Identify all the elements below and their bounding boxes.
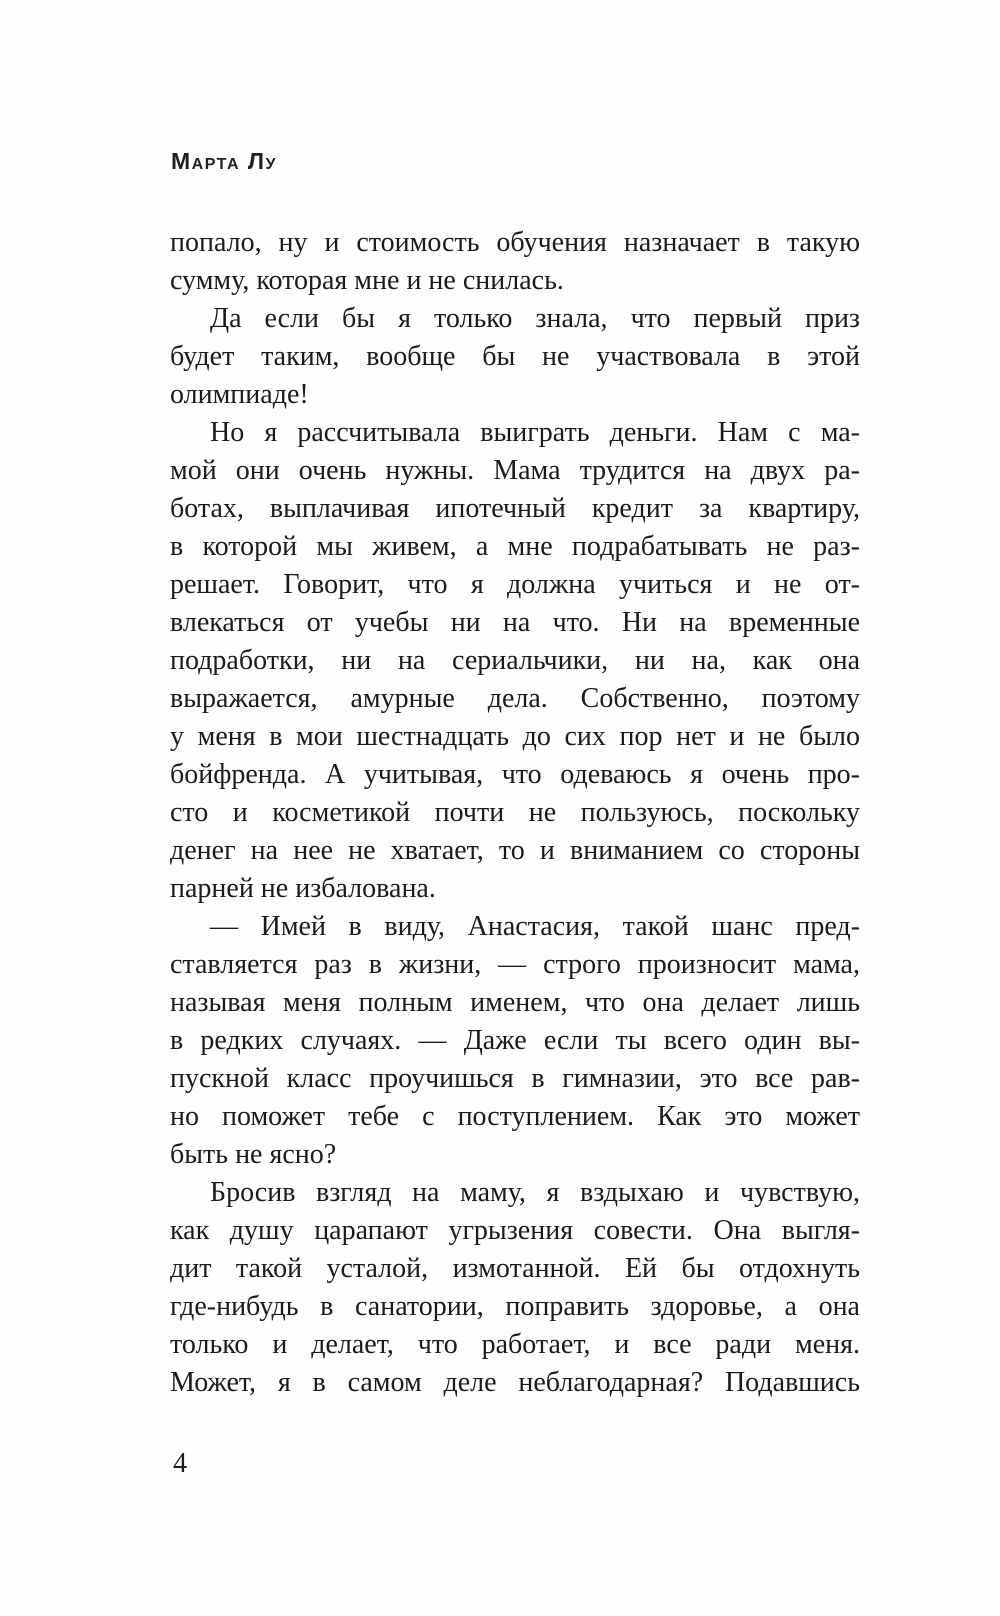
paragraph — [170, 414, 860, 908]
text-line: решает. Говорит, что я должна учиться и не от- — [170, 569, 860, 600]
text-line: где-нибудь в санатории, поправить здоровье, а она — [170, 1291, 860, 1322]
text-line: будет таким, вообще бы не участвовала в этой — [170, 341, 860, 372]
text-line: подработки, ни на сериальчики, ни на, как она — [170, 645, 860, 676]
text-line: — Имей в виду, Анастасия, такой шанс пред- — [210, 911, 860, 942]
text-line: Может, я в самом деле неблагодарная? Подавшись — [170, 1367, 860, 1398]
text-line: только и делает, что работает, и все ради меня. — [170, 1329, 860, 1360]
text-line: влекаться от учебы ни на что. Ни на временные — [170, 607, 860, 638]
text-line: у меня в мои шестнадцать до сих пор нет и не было — [170, 721, 860, 752]
text-line: мой они очень нужны. Мама трудится на двух ра- — [170, 455, 860, 486]
text-line: парней не избалована. — [170, 873, 436, 904]
text-line: в которой мы живем, а мне подрабатывать не раз- — [170, 531, 860, 562]
text-block — [170, 224, 860, 1402]
text-line: называя меня полным именем, что она делает лишь — [170, 987, 860, 1018]
text-line: дит такой усталой, измотанной. Ей бы отдохнуть — [170, 1253, 860, 1284]
text-line: но поможет тебе с поступлением. Как это может — [170, 1101, 860, 1132]
text-line: сумму, которая мне и не снилась. — [170, 265, 564, 296]
text-line: бойфренда. А учитывая, что одеваюсь я очень про- — [170, 759, 860, 790]
text-line: Но я рассчитывала выиграть деньги. Нам с ма- — [210, 417, 860, 448]
paragraph — [170, 300, 860, 414]
paragraph — [170, 908, 860, 1174]
text-line: как душу царапают угрызения совести. Она выгля- — [170, 1215, 860, 1246]
text-line: быть не ясно? — [170, 1139, 337, 1170]
text-line: попало, ну и стоимость обучения назначает в такую — [170, 227, 860, 258]
text-line: выражается, амурные дела. Собственно, поэтому — [170, 683, 860, 714]
text-line: ботах, выплачивая ипотечный кредит за квартиру, — [170, 493, 860, 524]
paragraph — [170, 1174, 860, 1402]
text-line: Бросив взгляд на маму, я вздыхаю и чувствую, — [210, 1177, 860, 1208]
text-line: денег на нее не хватает, то и вниманием со стороны — [170, 835, 860, 866]
text-line: олимпиаде! — [170, 379, 309, 410]
text-line: сто и косметикой почти не пользуюсь, поскольку — [170, 797, 860, 828]
running-header: Марта Лу — [171, 148, 277, 174]
text-line: ставляется раз в жизни, — строго произносит мама, — [170, 949, 860, 980]
text-line: в редких случаях. — Даже если ты всего один вы- — [170, 1025, 860, 1056]
paragraph — [170, 224, 860, 300]
page-number: 4 — [173, 1448, 187, 1479]
text-line: Да если бы я только знала, что первый приз — [210, 303, 860, 334]
text-line: пускной класс проучишься в гимназии, это все рав- — [170, 1063, 860, 1094]
